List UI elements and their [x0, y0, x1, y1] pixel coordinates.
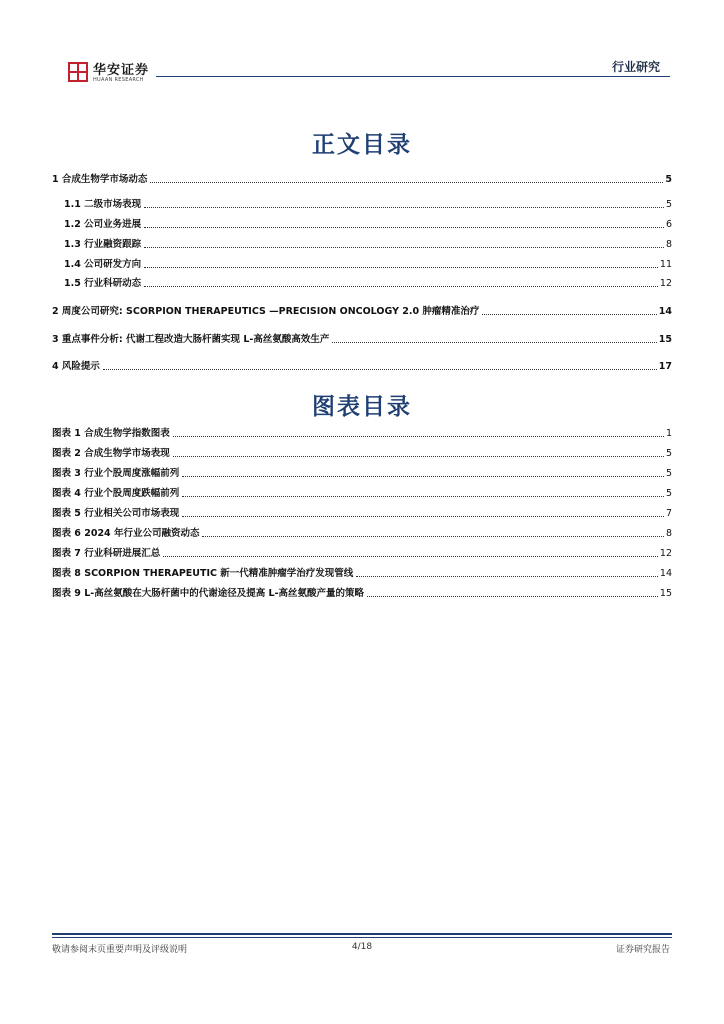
footer-disclaimer: 敬请参阅末页重要声明及评级说明 [52, 945, 188, 955]
footer-divider-thin [52, 937, 672, 938]
figure-entry[interactable] [52, 506, 672, 520]
header-divider [156, 76, 670, 77]
toc-entry-label: 1.4 公司研发方向 [64, 259, 142, 270]
figure-entry-page: 12 [659, 548, 672, 559]
leader-dots [202, 536, 663, 537]
figure-entry-page: 8 [665, 528, 672, 539]
leader-dots [144, 267, 658, 268]
figure-entry-label: 图表 8 SCORPION THERAPEUTIC 新一代精准肿瘤学治疗发现管线 [52, 568, 354, 579]
toc-entry[interactable] [52, 257, 672, 271]
figure-entry[interactable] [52, 586, 672, 600]
footer-divider [52, 933, 672, 935]
toc-entry[interactable] [52, 332, 672, 346]
report-type: 证券研究报告 [615, 945, 670, 955]
toc-entry-label: 1.2 公司业务进展 [64, 219, 142, 230]
toc-entry-label: 2 周度公司研究: SCORPION THERAPEUTICS —PRECISION ONCOLOGY 2.0 肿瘤精准治疗 [52, 306, 480, 317]
toc-entry[interactable] [52, 304, 672, 318]
figure-entry[interactable] [52, 486, 672, 500]
toc-entry-label: 4 风险提示 [52, 361, 100, 372]
leader-dots [163, 556, 658, 557]
figure-entry-page: 5 [665, 448, 672, 459]
figure-entry-page: 1 [665, 428, 672, 439]
figure-entry-label: 图表 1 合成生物学指数图表 [52, 428, 170, 439]
toc-entry-label: 1 合成生物学市场动态 [52, 174, 148, 185]
figure-entry-label: 图表 2 合成生物学市场表现 [52, 448, 170, 459]
toc-entry-page: 17 [658, 361, 672, 372]
leader-dots [182, 496, 664, 497]
figure-entry-label: 图表 9 L-高丝氨酸在大肠杆菌中的代谢途径及提高 L-高丝氨酸产量的策略 [52, 588, 365, 599]
figure-entry-label: 图表 6 2024 年行业公司融资动态 [52, 528, 200, 539]
toc-entry-page: 6 [665, 219, 672, 230]
toc-title: 正文目录 [312, 131, 412, 158]
leader-dots [150, 182, 663, 183]
leader-dots [144, 207, 664, 208]
toc-entry[interactable] [52, 172, 672, 186]
leader-dots [103, 369, 657, 370]
toc-entry-page: 15 [658, 334, 672, 345]
leader-dots [182, 516, 664, 517]
page-number: 4/18 [351, 942, 373, 952]
figure-entry-page: 5 [665, 468, 672, 479]
leader-dots [173, 456, 664, 457]
figure-entry[interactable] [52, 546, 672, 560]
leader-dots [173, 436, 664, 437]
toc-entry[interactable] [52, 197, 672, 211]
figure-entry-page: 5 [665, 488, 672, 499]
leader-dots [367, 596, 658, 597]
logo-chinese-name: 华安证券 [93, 63, 150, 78]
figure-entry-label: 图表 7 行业科研进展汇总 [52, 548, 161, 559]
huaan-logo-icon [68, 62, 88, 82]
page-header [60, 56, 670, 90]
toc-entry-page: 14 [658, 306, 672, 317]
toc-entry-label: 3 重点事件分析: 代谢工程改造大肠杆菌实现 L-高丝氨酸高效生产 [52, 334, 330, 345]
leader-dots [144, 286, 658, 287]
toc-entry-page: 8 [665, 239, 672, 250]
figures-title: 图表目录 [312, 393, 412, 420]
figure-entry-label: 图表 5 行业相关公司市场表现 [52, 508, 180, 519]
toc-entry[interactable] [52, 359, 672, 373]
figure-entry-page: 14 [659, 568, 672, 579]
figure-entry[interactable] [52, 446, 672, 460]
report-section-label: 行业研究 [611, 60, 660, 74]
toc-entry-page: 5 [665, 174, 672, 185]
toc-entry-page: 12 [659, 278, 672, 289]
figure-entry[interactable] [52, 566, 672, 580]
leader-dots [144, 227, 664, 228]
toc-entry[interactable] [52, 237, 672, 251]
toc-entry[interactable] [52, 217, 672, 231]
figure-entry[interactable] [52, 526, 672, 540]
figure-entry[interactable] [52, 426, 672, 440]
leader-dots [144, 247, 664, 248]
leader-dots [356, 576, 658, 577]
toc-entry-label: 1.3 行业融资跟踪 [64, 239, 142, 250]
toc-entry-label: 1.1 二级市场表现 [64, 199, 142, 210]
leader-dots [182, 476, 664, 477]
toc-entry-page: 11 [659, 259, 672, 270]
toc-entry-label: 1.5 行业科研动态 [64, 278, 142, 289]
figure-entry-label: 图表 3 行业个股周度涨幅前列 [52, 468, 180, 479]
figure-entry-page: 15 [659, 588, 672, 599]
toc-entry-page: 5 [665, 199, 672, 210]
figure-entry-label: 图表 4 行业个股周度跌幅前列 [52, 488, 180, 499]
toc-entry[interactable] [52, 276, 672, 290]
leader-dots [482, 314, 656, 315]
figure-entry-page: 7 [665, 508, 672, 519]
leader-dots [332, 342, 656, 343]
logo-english-name: HUAAN RESEARCH [93, 77, 144, 83]
figure-entry[interactable] [52, 466, 672, 480]
